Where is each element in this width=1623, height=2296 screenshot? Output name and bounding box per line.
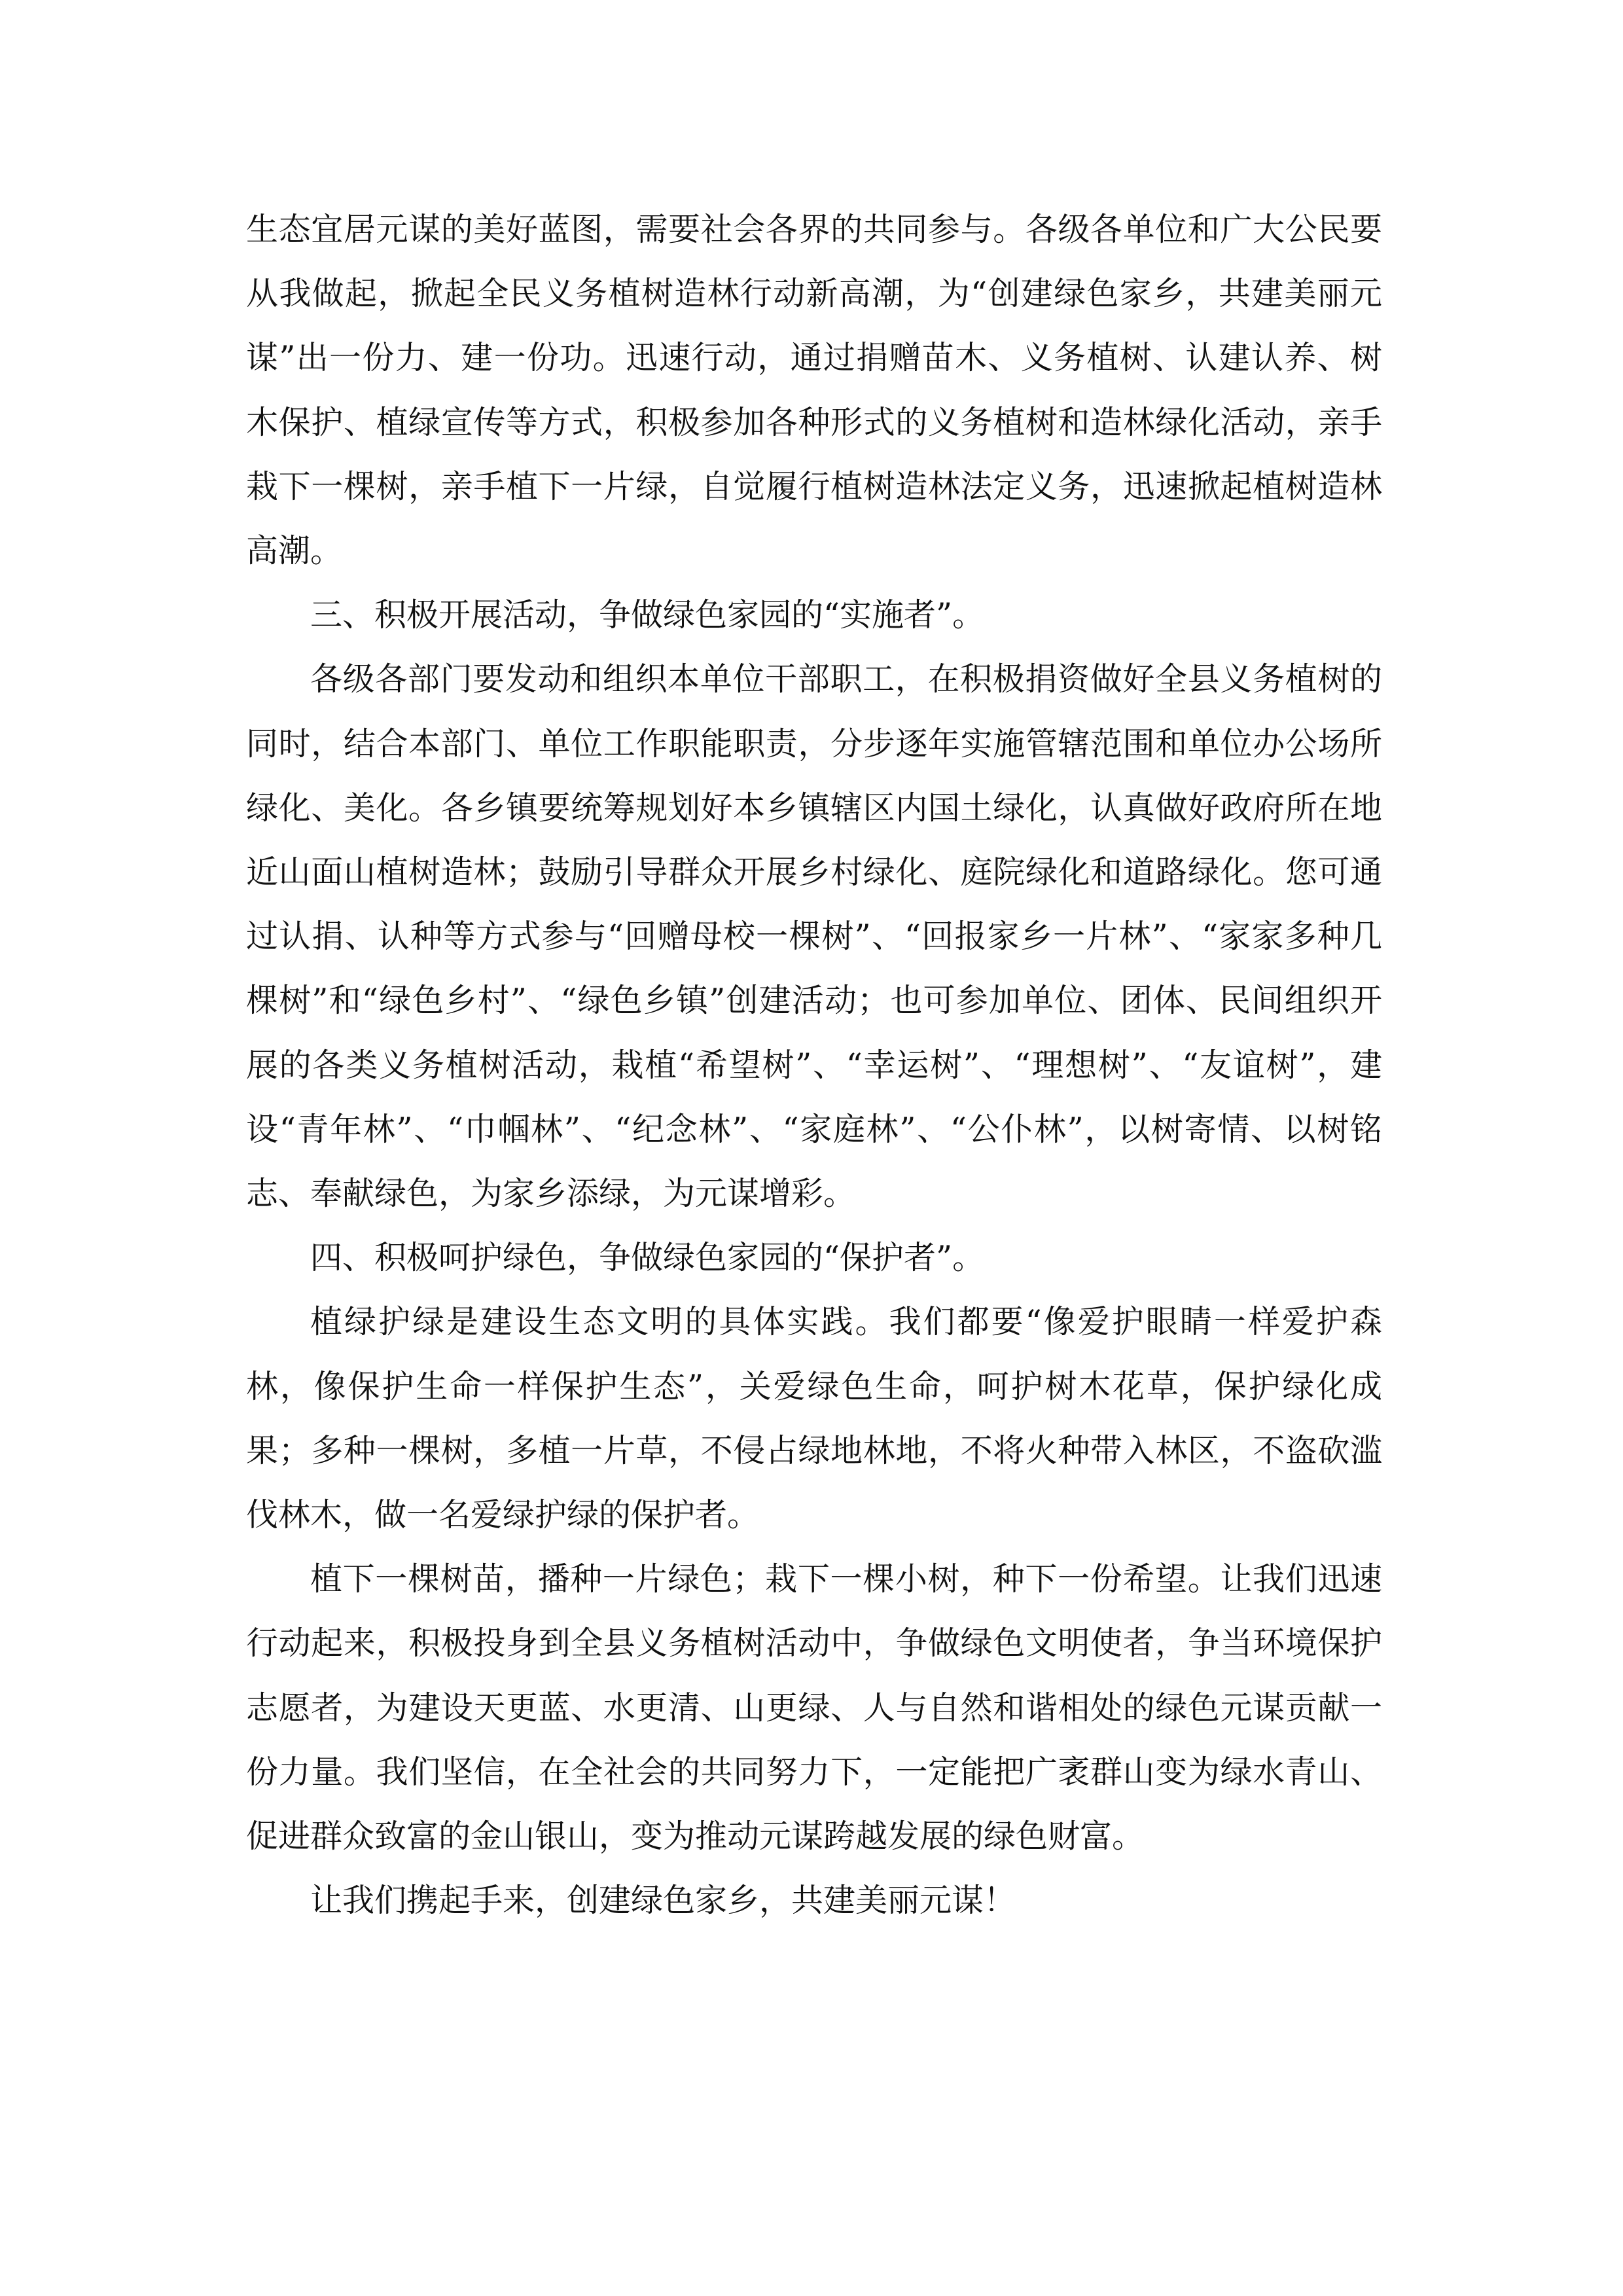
section-heading-3: 三、积极开展活动，争做绿色家园的“实施者”。	[310, 596, 985, 634]
closing-paragraph: 让我们携起手来，创建绿色家乡，共建美丽元谋！	[310, 1882, 1016, 1920]
paragraph: 各级各部门要发动和组织本单位干部职工，在积极捐资做好全县义务植树的同时，结合本部门、单位工作职能职责，分步逐年实施管辖范围和单位办公场所绿化、美化。各乡镇要统筹规划好本乡镇辖区内国土绿化，认真做好政府所在地近山面山植树造林；鼓励引导群众开展乡村绿化、庭院绿化和道路绿化。您可通过认捐、认种等方式参与“回赠母校一棵树”、“回报家乡一片林”、“家家多种几棵树”和“绿色乡村”、“绿色乡镇”创建活动；也可参加单位、团体、民间组织开展的各类义务植树活动，栽植“希望树”、“幸运树”、“理想树”、“友谊树”，建设“青年林”、“巾帼林”、“纪念林”、“家庭林”、“公仆林”，以树寄情、以树铭志、奉献绿色，为家乡添绿，为元谋增彩。	[246, 660, 1382, 1213]
paragraph-continuation: 生态宜居元谋的美好蓝图，需要社会各界的共同参与。各级各单位和广大公民要从我做起，掀起全民义务植树造林行动新高潮，为“创建绿色家乡，共建美丽元谋”出一份力、建一份功。迅速行动，通过捐赠苗木、义务植树、认建认养、树木保护、植绿宣传等方式，积极参加各种形式的义务植树和造林绿化活动，亲手栽下一棵树，亲手植下一片绿，自觉履行植树造林法定义务，迅速掀起植树造林高潮。	[246, 211, 1382, 570]
paragraph: 植下一棵树苗，播种一片绿色；栽下一棵小树，种下一份希望。让我们迅速行动起来，积极投身到全县义务植树活动中，争做绿色文明使者，争当环境保护志愿者，为建设天更蓝、水更清、山更绿、人与自然和谐相处的绿色元谋贡献一份力量。我们坚信，在全社会的共同努力下，一定能把广袤群山变为绿水青山、促进群众致富的金山银山，变为推动元谋跨越发展的绿色财富。	[246, 1560, 1382, 1856]
paragraph: 植绿护绿是建设生态文明的具体实践。我们都要“像爱护眼睛一样爱护森林，像保护生命一样保护生态”，关爱绿色生命，呵护树木花草，保护绿化成果；多种一棵树，多植一片草，不侵占绿地林地，不将火种带入林区，不盗砍滥伐林木，做一名爱绿护绿的保护者。	[246, 1303, 1382, 1534]
document-body	[246, 198, 1382, 1933]
section-heading-4: 四、积极呵护绿色，争做绿色家园的“保护者”。	[310, 1239, 985, 1277]
